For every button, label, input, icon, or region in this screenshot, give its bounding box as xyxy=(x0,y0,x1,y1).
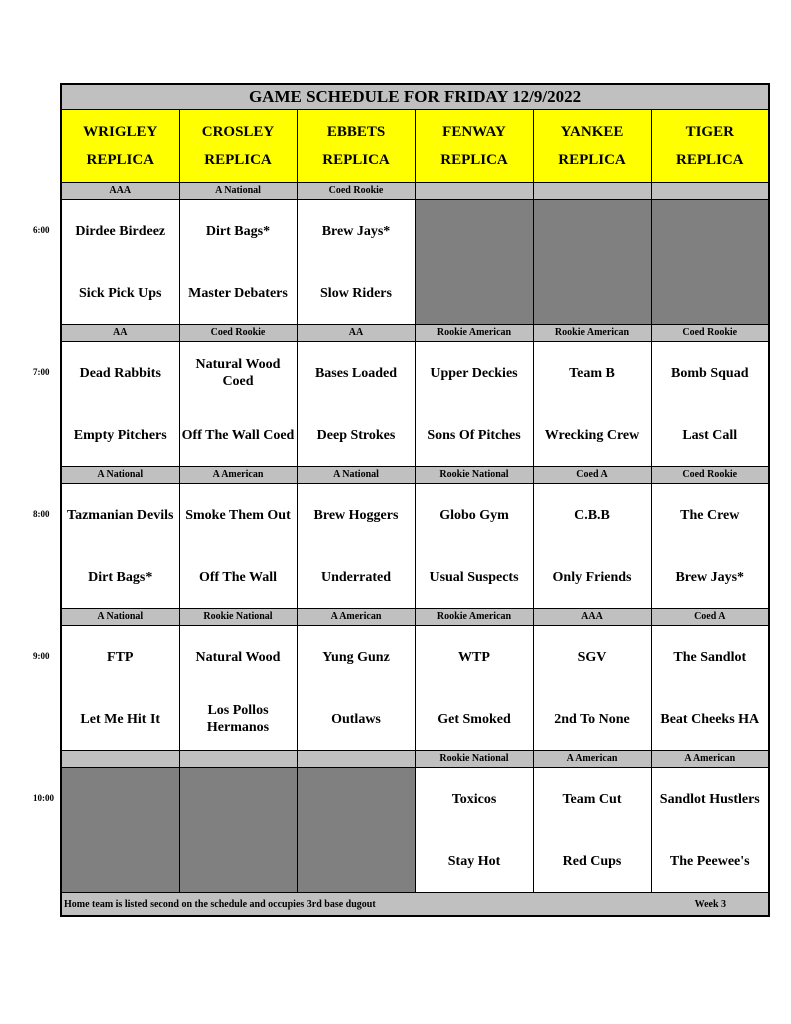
away-team: C.B.B xyxy=(574,507,610,523)
empty-game-cell xyxy=(297,768,415,893)
division-label: A National xyxy=(297,467,415,484)
game-cell xyxy=(415,626,533,751)
division-label: AA xyxy=(297,325,415,342)
game-cell xyxy=(61,342,179,467)
home-team: Wrecking Crew xyxy=(544,427,640,443)
division-label xyxy=(651,183,769,200)
division-label: AA xyxy=(61,325,179,342)
game-cell xyxy=(297,200,415,325)
schedule-sheet xyxy=(60,83,768,917)
home-team: Los Pollos Hermanos xyxy=(206,703,270,735)
game-row xyxy=(61,200,769,325)
home-team: Slow Riders xyxy=(320,285,392,301)
division-label: Rookie American xyxy=(533,325,651,342)
game-row xyxy=(61,768,769,893)
division-label xyxy=(61,751,179,768)
home-team: Usual Suspects xyxy=(429,569,519,585)
away-team: SGV xyxy=(577,649,607,665)
game-cell xyxy=(533,484,651,609)
away-team: Sandlot Hustlers xyxy=(659,791,760,807)
game-cell xyxy=(533,342,651,467)
game-cell xyxy=(415,768,533,893)
field-name: YANKEE xyxy=(560,124,624,140)
field-header xyxy=(651,110,769,183)
away-team: Natural Wood xyxy=(195,649,281,665)
division-row xyxy=(61,325,769,342)
away-team: Bomb Squad xyxy=(671,365,749,381)
division-label: Coed Rookie xyxy=(297,183,415,200)
home-team: Get Smoked xyxy=(437,711,511,727)
division-label: AAA xyxy=(533,609,651,626)
time-label: 7:00 xyxy=(33,366,50,377)
game-cell xyxy=(61,484,179,609)
game-row xyxy=(61,626,769,751)
away-team: Brew Hoggers xyxy=(313,507,399,523)
away-team: Dirt Bags* xyxy=(205,223,271,239)
division-label: Rookie National xyxy=(179,609,297,626)
home-team: Master Debaters xyxy=(188,285,288,301)
home-team: Dirt Bags* xyxy=(88,569,153,585)
division-label: AAA xyxy=(61,183,179,200)
field-subtitle: REPLICA xyxy=(204,152,272,168)
home-team: Stay Hot xyxy=(447,853,501,869)
division-label xyxy=(415,183,533,200)
game-cell xyxy=(651,626,769,751)
schedule-title: GAME SCHEDULE FOR FRIDAY 12/9/2022 xyxy=(61,84,769,110)
empty-game-cell xyxy=(415,200,533,325)
division-label: A American xyxy=(179,467,297,484)
home-team: Red Cups xyxy=(562,853,622,869)
game-row xyxy=(61,342,769,467)
field-name: TIGER xyxy=(685,124,734,140)
home-team: Brew Jays* xyxy=(675,569,745,585)
away-team: Upper Deckies xyxy=(430,365,518,381)
footer-cell xyxy=(61,893,769,917)
field-subtitle: REPLICA xyxy=(676,152,744,168)
away-team: Team B xyxy=(569,365,615,381)
away-team: The Sandlot xyxy=(673,649,747,665)
footer-row xyxy=(61,893,769,917)
division-label: Rookie National xyxy=(415,467,533,484)
division-row xyxy=(61,609,769,626)
division-label: Rookie American xyxy=(415,325,533,342)
home-team: Empty Pitchers xyxy=(73,427,167,443)
away-team: Natural Wood Coed xyxy=(195,357,281,389)
game-cell xyxy=(533,626,651,751)
division-row xyxy=(61,183,769,200)
home-team: Last Call xyxy=(682,427,738,443)
week-label: Week 3 xyxy=(694,898,727,910)
field-header xyxy=(415,110,533,183)
game-cell xyxy=(61,200,179,325)
away-team: Toxicos xyxy=(451,791,497,807)
home-team: Let Me Hit It xyxy=(80,711,161,727)
home-team: Deep Strokes xyxy=(316,427,396,443)
game-cell xyxy=(533,768,651,893)
home-team: Outlaws xyxy=(331,711,381,727)
field-name: WRIGLEY xyxy=(83,124,158,140)
time-label: 10:00 xyxy=(33,792,54,803)
away-team: Smoke Them Out xyxy=(185,507,291,523)
division-label: A National xyxy=(61,609,179,626)
time-label: 8:00 xyxy=(33,508,50,519)
division-label: Coed A xyxy=(533,467,651,484)
division-label: A American xyxy=(297,609,415,626)
game-cell xyxy=(297,342,415,467)
field-name: FENWAY xyxy=(442,124,506,140)
game-cell xyxy=(179,626,297,751)
game-cell xyxy=(651,484,769,609)
game-cell xyxy=(415,484,533,609)
division-row xyxy=(61,751,769,768)
division-label xyxy=(179,751,297,768)
game-cell xyxy=(179,200,297,325)
field-name: EBBETS xyxy=(326,124,386,140)
home-team: Underrated xyxy=(321,569,391,585)
away-team: Tazmanian Devils xyxy=(67,507,174,523)
game-cell xyxy=(179,484,297,609)
time-label: 9:00 xyxy=(33,650,50,661)
game-cell xyxy=(415,342,533,467)
away-team: Yung Gunz xyxy=(322,649,390,665)
away-team: Dirdee Birdeez xyxy=(75,223,166,239)
away-team: FTP xyxy=(107,649,134,665)
home-team: Off The Wall xyxy=(198,569,278,585)
away-team: Team Cut xyxy=(562,791,622,807)
division-label: Coed A xyxy=(651,609,769,626)
field-header-row xyxy=(61,110,769,183)
away-team: Globo Gym xyxy=(439,507,509,523)
field-header xyxy=(297,110,415,183)
away-team: The Crew xyxy=(680,507,740,523)
away-team: Brew Jays* xyxy=(321,223,391,239)
empty-game-cell xyxy=(533,200,651,325)
field-name: CROSLEY xyxy=(201,124,275,140)
division-label: A American xyxy=(533,751,651,768)
game-cell xyxy=(297,484,415,609)
division-label: A National xyxy=(179,183,297,200)
division-label: A American xyxy=(651,751,769,768)
empty-game-cell xyxy=(651,200,769,325)
field-header xyxy=(533,110,651,183)
home-team: Sick Pick Ups xyxy=(79,285,162,301)
field-subtitle: REPLICA xyxy=(440,152,508,168)
division-label: A National xyxy=(61,467,179,484)
field-subtitle: REPLICA xyxy=(322,152,390,168)
empty-game-cell xyxy=(179,768,297,893)
home-team: Only Friends xyxy=(552,569,632,585)
division-label: Rookie American xyxy=(415,609,533,626)
footer-note: Home team is listed second on the schedule and occupies 3rd base dugout xyxy=(64,898,376,910)
division-label xyxy=(297,751,415,768)
division-row xyxy=(61,467,769,484)
division-label: Coed Rookie xyxy=(651,325,769,342)
home-team: Beat Cheeks HA xyxy=(660,711,760,727)
game-cell xyxy=(297,626,415,751)
division-label: Coed Rookie xyxy=(651,467,769,484)
away-team: Bases Loaded xyxy=(314,365,398,381)
time-label: 6:00 xyxy=(33,224,50,235)
game-cell xyxy=(651,342,769,467)
game-cell xyxy=(61,626,179,751)
game-cell xyxy=(651,768,769,893)
away-team: WTP xyxy=(458,649,490,665)
schedule-table xyxy=(60,83,770,917)
field-header xyxy=(179,110,297,183)
field-header xyxy=(61,110,179,183)
division-label: Rookie National xyxy=(415,751,533,768)
home-team: Sons Of Pitches xyxy=(427,427,521,443)
away-team: Dead Rabbits xyxy=(79,365,161,381)
home-team: The Peewee's xyxy=(669,853,750,869)
home-team: 2nd To None xyxy=(554,711,630,727)
field-subtitle: REPLICA xyxy=(86,152,154,168)
division-label: Coed Rookie xyxy=(179,325,297,342)
empty-game-cell xyxy=(61,768,179,893)
home-team: Off The Wall Coed xyxy=(181,427,295,443)
division-label xyxy=(533,183,651,200)
game-row xyxy=(61,484,769,609)
field-subtitle: REPLICA xyxy=(558,152,626,168)
game-cell xyxy=(179,342,297,467)
